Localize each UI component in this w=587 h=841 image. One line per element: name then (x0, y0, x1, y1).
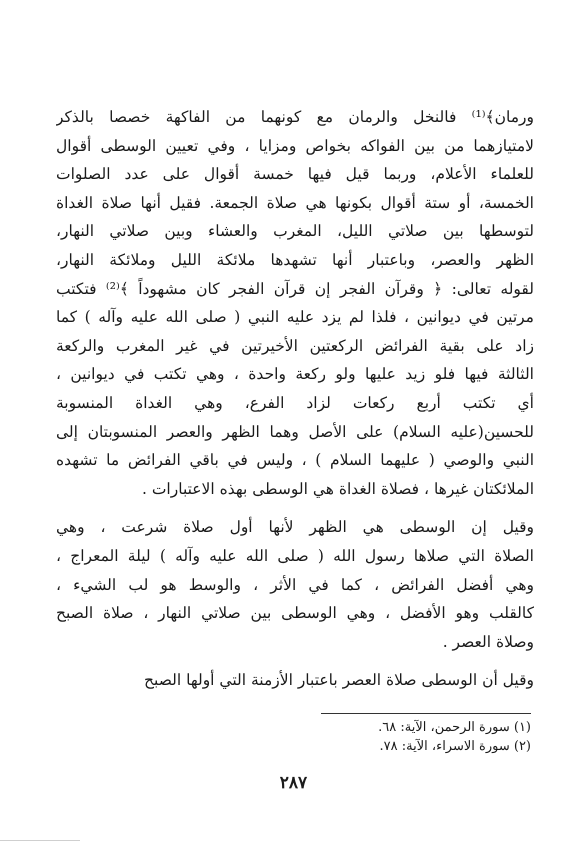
paragraph-gap (56, 656, 534, 666)
text-line: كالقلب وهو الأفضل ، وهي الوسطى بين صلاتي النهار ، صلاة الصبح (56, 604, 534, 623)
text-line: ورمان﴾⁽¹⁾ فالنخل والرمان مع كونهما من الفاكهة خصصا بالذكر (56, 108, 534, 126)
text-line: الملائكتان غيرها ، فصلاة الغداة هي الوسطى بهذه الاعتبارات . (141, 479, 534, 498)
footnote-1: (١) سورة الرحمن، الآية: ٦٨. (378, 720, 531, 735)
footnote-2: (٢) سورة الاسراء، الآية: ٧٨. (379, 739, 531, 754)
footnote-separator (321, 713, 531, 714)
page-number: ٢٨٧ (279, 773, 308, 793)
text-line: مرتين في ديوانين ، فلذا لم يزد عليه النبي ( صلى الله عليه وآله ) كما (56, 308, 534, 327)
text-line: الخمسة، أو ستة أقوال بكونها هي صلاة الجمعة. فقيل أنها صلاة الغداة (56, 193, 534, 212)
text-line: وقيل إن الوسطى هي الظهر لأنها أول صلاة شرعت ، وهي (56, 518, 534, 537)
text-line: وصلاة العصر . (442, 632, 534, 651)
text-line: لتوسطها بين صلاتي الليل، المغرب والعشاء وبين صلاتي النهار، (56, 222, 534, 241)
text-line: للعلماء الأعلام، وربما قيل فيها خمسة أقوال على عدد الصلوات (56, 165, 534, 184)
text-line: وقيل أن الوسطى صلاة العصر باعتبار الأزمنة التي أولها الصبح (144, 671, 534, 690)
text-line: لقوله تعالى: ﴿ وقرآن الفجر إن قرآن الفجر كان مشهوداً ﴾⁽²⁾ فتكتب (56, 279, 534, 298)
text-line: للحسين(عليه السلام) على الأصل وهما الظهر والعصر المنسوبتان إلى (56, 422, 534, 441)
text-line: أي تكتب أربع ركعات لزاد الفرع، وهي الغداة المنسوبة (56, 393, 534, 412)
text-line: زاد على بقية الفرائض الركعتين الأخيرتين في غير المغرب والركعة (56, 336, 534, 355)
text-line: الظهر والعصر، وباعتبار أنها تشهدها ملائكة الليل وملائكة النهار، (56, 250, 534, 269)
paragraph-gap (56, 503, 534, 513)
text-line: وهي أفضل الفرائض ، كما في الأثر ، والوسط هو لب الشيء ، (56, 575, 534, 594)
text-line: لامتيازهما من بين الفواكه بخواص ومزايا ، وفي تعيين الوسطى أقوال (56, 136, 534, 155)
text-line: الصلاة التي صلاها رسول الله ( صلى الله عليه وآله ) ليلة المعراج ، (56, 546, 534, 565)
text-line: الثالثة فيها فلو زيد عليها ولو ركعة واحدة ، وهي تكتب في ديوانين ، (56, 365, 534, 384)
text-line: النبي والوصي ( عليهما السلام ) ، وليس في باقي الفرائض ما تشهده (56, 451, 534, 470)
body-text (56, 103, 534, 695)
footnotes (231, 718, 531, 756)
